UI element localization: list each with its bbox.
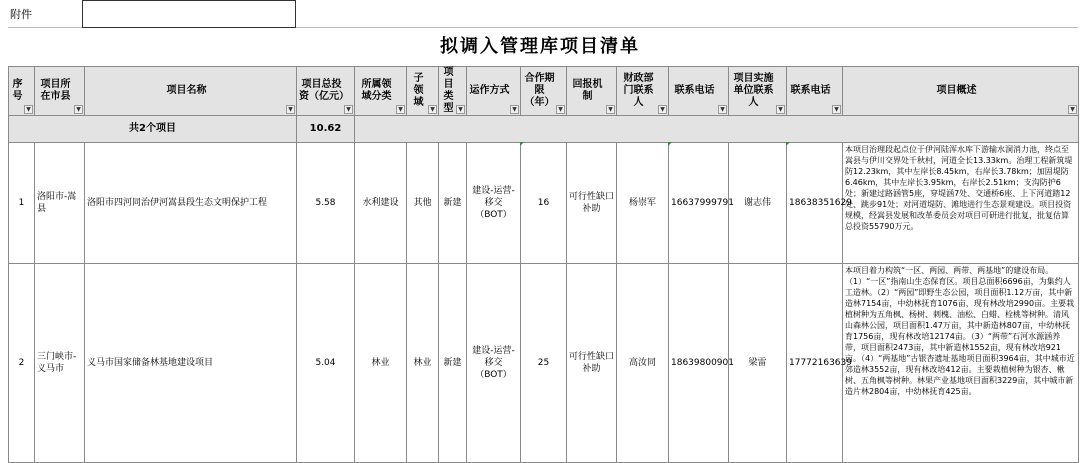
cell-period[interactable]: 16 <box>521 143 567 264</box>
dropdown-arrow-icon[interactable]: ▼ <box>286 105 295 114</box>
dropdown-arrow-icon[interactable]: ▼ <box>776 105 785 114</box>
comment-marker-icon <box>520 142 524 146</box>
cell-seq[interactable]: 1 <box>9 143 35 264</box>
attachment-row <box>0 0 1080 28</box>
dropdown-arrow-icon[interactable]: ▼ <box>456 105 465 114</box>
page-title: 拟调入管理库项目清单 <box>440 36 640 57</box>
cell-operation[interactable]: 建设-运营-移交（BOT） <box>467 264 521 463</box>
cell-field[interactable]: 林业 <box>355 264 407 463</box>
header-investment[interactable]: 项目总投资（亿元） ▼ <box>297 67 355 116</box>
dropdown-arrow-icon[interactable]: ▼ <box>428 105 437 114</box>
header-return[interactable]: 回报机制 ▼ <box>567 67 617 116</box>
cell-subfield[interactable]: 其他 <box>407 143 439 264</box>
comment-marker-icon <box>668 142 672 146</box>
table-row <box>9 143 1079 264</box>
cell-finance-contact[interactable]: 杨崇军 <box>617 143 669 264</box>
cell-impl-unit[interactable]: 梁雷 <box>729 264 787 463</box>
header-row <box>9 67 1079 116</box>
cell-overview[interactable]: 本项目治理段起点位于伊河陆浑水库下游输水洞消力池，终点至嵩县与伊川交界处千秋村，河道全长13.33km。治理工程新筑堤防12.23km，其中左岸长8.45km，右岸长3.78km；加固堤防6.46km，其中左岸长3.95km，右岸长2.51km；支沟防护6处；新建过路涵管5座，穿堤涵7处、交通桥6座、上下河道踏12处、跳步91处；对河道堤防、滩地进行生态景观建设。项目投资规模，经嵩县发展和改革委员会对项目可研进行批复，批复估算总投资55790万元。 <box>843 143 1079 264</box>
dropdown-arrow-icon[interactable]: ▼ <box>556 105 565 114</box>
cell-field[interactable]: 水利建设 <box>355 143 407 264</box>
header-period[interactable]: 合作期限（年） ▼ <box>521 67 567 116</box>
cell-name[interactable]: 洛阳市四河同治伊河嵩县段生态文明保护工程 <box>85 143 297 264</box>
cell-name[interactable]: 义马市国家储备林基地建设项目 <box>85 264 297 463</box>
attachment-cell[interactable] <box>82 0 296 28</box>
attachment-label: 附件 <box>10 8 32 21</box>
header-field[interactable]: 所属领域分类 ▼ <box>355 67 407 116</box>
cell-investment[interactable]: 5.58 <box>297 143 355 264</box>
cell-period[interactable]: 25 <box>521 264 567 463</box>
cell-phone1[interactable]: 16637999791 <box>669 143 729 264</box>
header-impl-unit[interactable]: 项目实施单位联系人 ▼ <box>729 67 787 116</box>
summary-total[interactable]: 10.62 <box>297 116 355 143</box>
header-seq[interactable]: 序号 ▼ <box>9 67 35 116</box>
cell-overview[interactable]: 本项目着力构筑“一区、两园、两带、两基地”的建设布局。（1）“一区”指南山生态保育区。项目总面积6696亩，为集约人工造林。（2）“两园”即野生态公园，项目面积1.12万亩，其中新造林7154亩，中幼林抚育1076亩，现有林改培2990亩。主要栽植树种为五角枫、杨树、刺槐、油松、白蜡、栓桃等树种。清风山森林公园，项目面积1.47万亩，其中新造林807亩，中幼林抚育1756亩，现有林改培12174亩。（3）“两带”石河水源涵养带，项目面积2473亩，其中新造林1552亩，现有林改培921亩。（4）“两基地”古银杏遗址基地项目面积3964亩，其中城市近郊造林3552亩，现有林改培412亩。主要栽植树种为银杏、楸树、五角枫等树种。林果产业基地项目面积3229亩，其中城市新造片林2804亩，中幼林抚育425亩。 <box>843 264 1079 463</box>
dropdown-arrow-icon[interactable]: ▼ <box>832 105 841 114</box>
summary-row <box>9 116 1079 143</box>
dropdown-arrow-icon[interactable]: ▼ <box>396 105 405 114</box>
dropdown-arrow-icon[interactable]: ▼ <box>74 105 83 114</box>
table-row <box>9 264 1079 463</box>
dropdown-arrow-icon[interactable]: ▼ <box>718 105 727 114</box>
header-type[interactable]: 项目类型 ▼ <box>439 67 467 116</box>
cell-type[interactable]: 新建 <box>439 264 467 463</box>
dropdown-arrow-icon[interactable]: ▼ <box>510 105 519 114</box>
cell-return[interactable]: 可行性缺口补助 <box>567 143 617 264</box>
cell-city[interactable]: 洛阳市-嵩县 <box>35 143 85 264</box>
cell-operation[interactable]: 建设-运营-移交（BOT） <box>467 143 521 264</box>
header-name[interactable]: 项目名称 ▼ <box>85 67 297 116</box>
dropdown-arrow-icon[interactable]: ▼ <box>606 105 615 114</box>
cell-return[interactable]: 可行性缺口补助 <box>567 264 617 463</box>
summary-label[interactable]: 共2个项目 <box>9 116 297 143</box>
cell-investment[interactable]: 5.04 <box>297 264 355 463</box>
cell-seq[interactable]: 2 <box>9 264 35 463</box>
header-finance-contact[interactable]: 财政部门联系人 ▼ <box>617 67 669 116</box>
cell-phone1[interactable]: 18639800901 <box>669 264 729 463</box>
cell-type[interactable]: 新建 <box>439 143 467 264</box>
header-operation[interactable]: 运作方式 ▼ <box>467 67 521 116</box>
dropdown-arrow-icon[interactable]: ▼ <box>1068 105 1077 114</box>
header-overview[interactable]: 项目概述 ▼ <box>843 67 1079 116</box>
cell-subfield[interactable]: 林业 <box>407 264 439 463</box>
header-phone2[interactable]: 联系电话 ▼ <box>787 67 843 116</box>
cell-phone2[interactable]: 17772163639 <box>787 264 843 463</box>
cell-impl-unit[interactable]: 谢志伟 <box>729 143 787 264</box>
cell-finance-contact[interactable]: 高汝同 <box>617 264 669 463</box>
dropdown-arrow-icon[interactable]: ▼ <box>344 105 353 114</box>
summary-empty[interactable] <box>355 116 1079 143</box>
dropdown-arrow-icon[interactable]: ▼ <box>658 105 667 114</box>
header-phone1[interactable]: 联系电话 ▼ <box>669 67 729 116</box>
comment-marker-icon <box>786 142 790 146</box>
dropdown-arrow-icon[interactable]: ▼ <box>24 105 33 114</box>
header-city[interactable]: 项目所在市县 ▼ <box>35 67 85 116</box>
cell-phone2[interactable]: 18638351629 <box>787 143 843 264</box>
header-subfield[interactable]: 子领域 ▼ <box>407 67 439 116</box>
project-table <box>8 66 1079 463</box>
cell-city[interactable]: 三门峡市-义马市 <box>35 264 85 463</box>
